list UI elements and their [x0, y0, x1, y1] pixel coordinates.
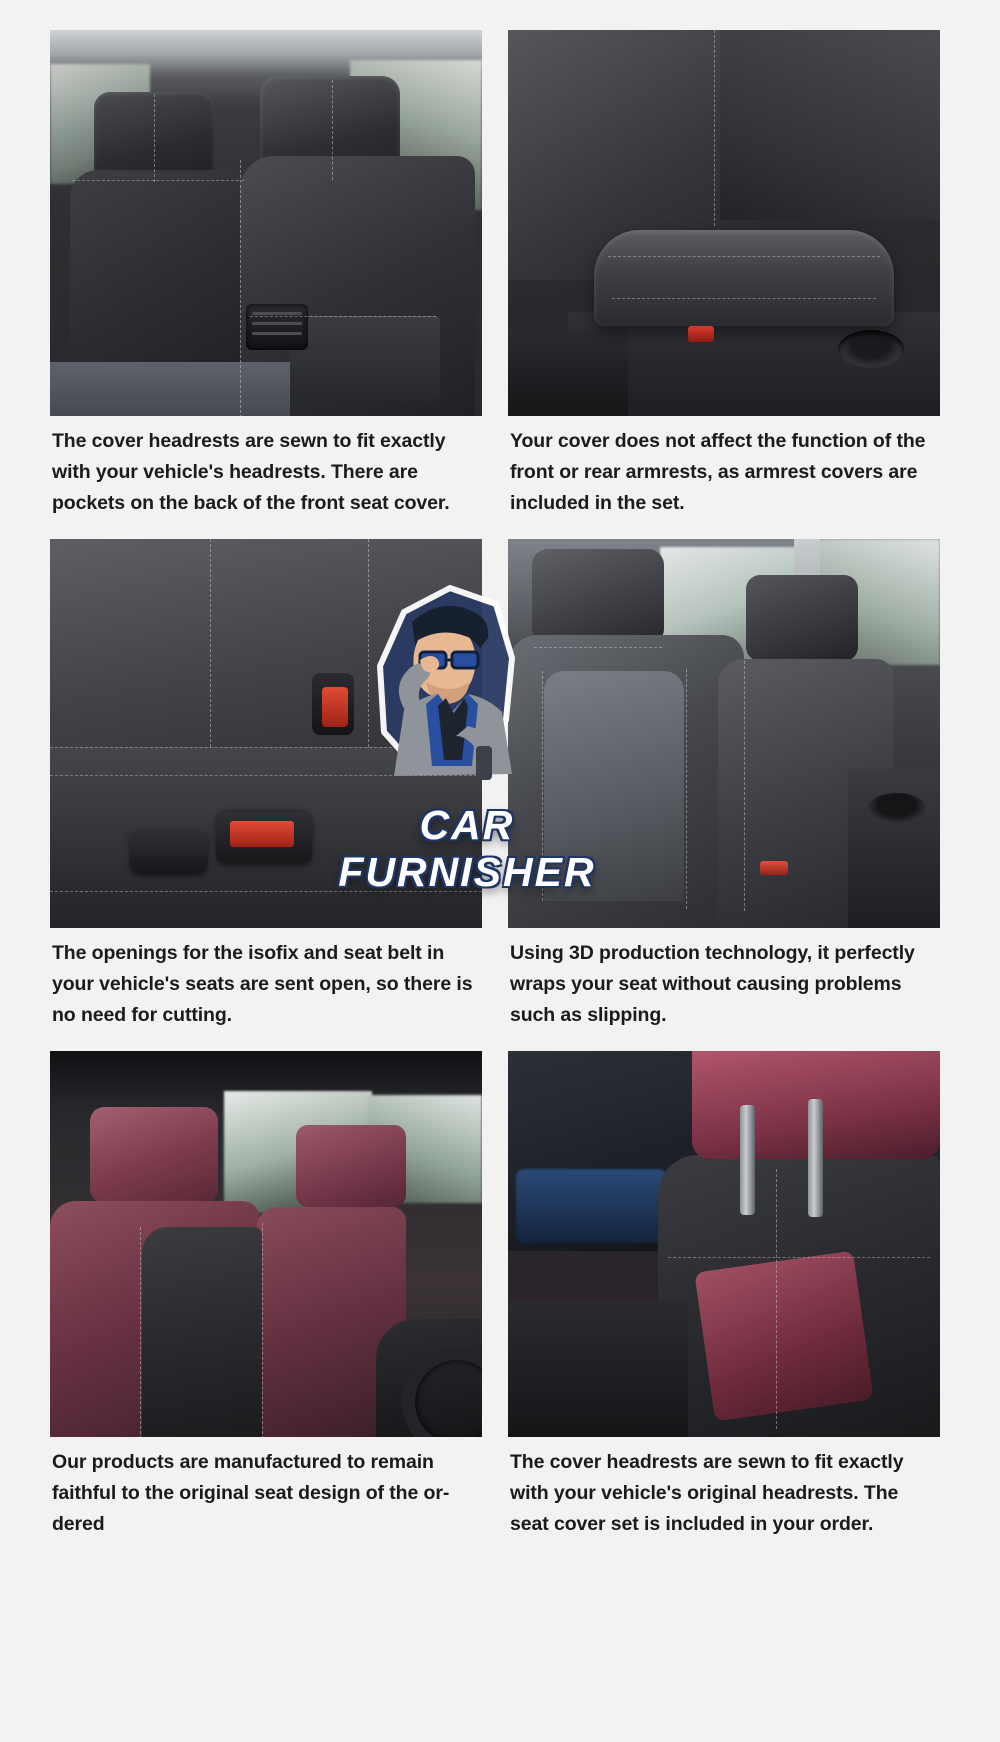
gallery-grid	[50, 30, 950, 1560]
caption-text: The openings for the isofix and seat belt in your vehicle's seats are sent open, so there is no need for cutting.	[52, 942, 473, 1026]
photo-red-quilted-interior	[50, 1051, 482, 1437]
watermark-brand-text: CAR FURNISHER	[338, 802, 596, 895]
photo-isofix-seatbelt-openings	[50, 539, 482, 928]
caption-text: The cover headrests are sewn to fit exactly with your vehicle's original headrests. The seat cover set is included in your order.	[510, 1451, 904, 1535]
caption-text: Our products are manufactured to remain faithful to the original seat design of the or-dered	[52, 1451, 450, 1535]
gallery-item-2	[508, 30, 940, 539]
gallery-item-4	[508, 539, 940, 1051]
caption-text: Your cover does not affect the function of the front or rear armrests, as armrest covers are included in the set.	[510, 430, 926, 514]
gallery-item-1	[50, 30, 482, 539]
photo-3d-production-fit	[508, 539, 940, 928]
photo-rear-headrest-pockets	[50, 30, 482, 416]
gallery-item-5	[50, 1051, 482, 1560]
caption-text: Using 3D production technology, it perfectly wraps your seat without causing problems such as slipping.	[510, 942, 915, 1026]
gallery-item-3	[50, 539, 482, 1051]
photo-red-black-headrest-posts	[508, 1051, 940, 1437]
caption-text: The cover headrests are sewn to fit exactly with your vehicle's headrests. There are pockets on the back of the front seat cover.	[52, 430, 450, 514]
gallery-item-6	[508, 1051, 940, 1560]
photo-armrest-cover	[508, 30, 940, 416]
